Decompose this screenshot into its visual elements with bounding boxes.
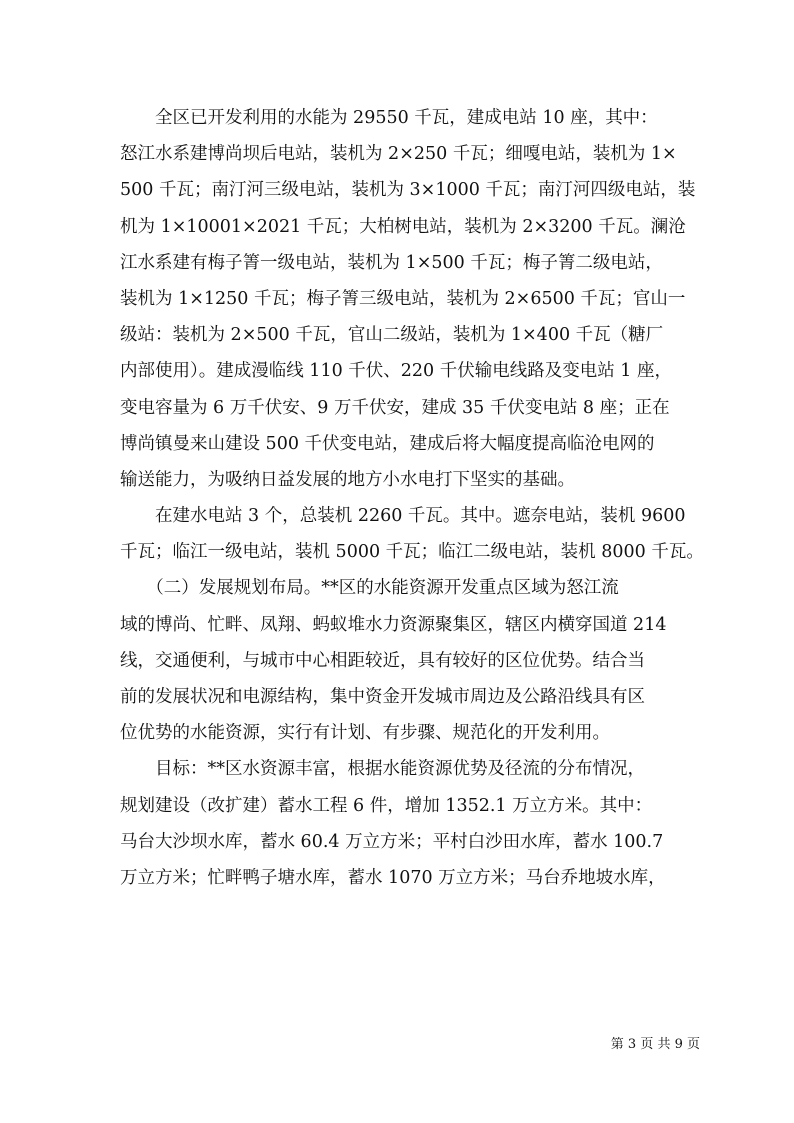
text-line: 内部使用）。建成漫临线 110 千伏、220 千伏输电线路及变电站 1 座， bbox=[120, 361, 672, 382]
text-line: 怒江水系建博尚坝后电站，装机为 2×250 千瓦；细嘎电站，装机为 1× bbox=[120, 144, 677, 165]
text-line: 机为 1×10001×2021 千瓦；大柏树电站，装机为 2×3200 千瓦。澜沧 bbox=[120, 216, 686, 237]
text-line: 江水系建有梅子箐一级电站，装机为 1×500 千瓦；梅子箐二级电站， bbox=[120, 252, 663, 273]
text-line: 全区已开发利用的水能为 29550 千瓦，建成电站 10 座，其中： bbox=[120, 108, 658, 128]
text-line: （二）发展规划布局。**区的水能资源开发重点区域为怒江流 bbox=[120, 578, 619, 599]
body-text bbox=[120, 100, 704, 896]
text-line: 万立方米；忙畔鸭子塘水库，蓄水 1070 万立方米；马台乔地坡水库， bbox=[120, 867, 666, 888]
text-line: 千瓦；临江一级电站，装机 5000 千瓦；临江二级电站，装机 8000 千瓦。 bbox=[120, 542, 704, 563]
text-line: 装机为 1×1250 千瓦；梅子箐三级电站，装机为 2×6500 千瓦；官山一 bbox=[120, 288, 686, 309]
text-line: 500 千瓦；南汀河三级电站，装机为 3×1000 千瓦；南汀河四级电站，装 bbox=[120, 180, 696, 201]
text-line: 变电容量为 6 万千伏安、9 万千伏安，建成 35 千伏变电站 8 座；正在 bbox=[120, 397, 670, 418]
text-line: 级站：装机为 2×500 千瓦，官山二级站，装机为 1×400 千瓦（糖厂 bbox=[120, 325, 664, 346]
text-line: 域的博尚、忙畔、凤翔、蚂蚁堆水力资源聚集区，辖区内横穿国道 214 bbox=[120, 614, 667, 635]
text-line: 马台大沙坝水库，蓄水 60.4 万立方米；平村白沙田水库，蓄水 100.7 bbox=[120, 831, 664, 852]
page-number-footer: 第 3 页 共 9 页 bbox=[610, 1037, 700, 1052]
text-line: 输送能力，为吸纳日益发展的地方小水电打下坚实的基础。 bbox=[120, 469, 575, 490]
text-line: 规划建设（改扩建）蓄水工程 6 件，增加 1352.1 万立方米。其中： bbox=[120, 795, 653, 816]
text-line: 目标：**区水资源丰富，根据水能资源优势及径流的分布情况， bbox=[120, 759, 645, 780]
text-line: 线，交通便利，与城市中心相距较近，具有较好的区位优势。结合当 bbox=[120, 650, 645, 671]
text-line: 前的发展状况和电源结构，集中资金开发城市周边及公路沿线具有区 bbox=[120, 687, 645, 707]
text-line: 在建水电站 3 个，总装机 2260 千瓦。其中。遮奈电站，装机 9600 bbox=[120, 506, 686, 527]
text-line: 位优势的水能资源，实行有计划、有步骤、规范化的开发利用。 bbox=[120, 723, 610, 744]
text-line: 博尚镇曼来山建设 500 千伏变电站，建成后将大幅度提高临沧电网的 bbox=[120, 433, 655, 454]
